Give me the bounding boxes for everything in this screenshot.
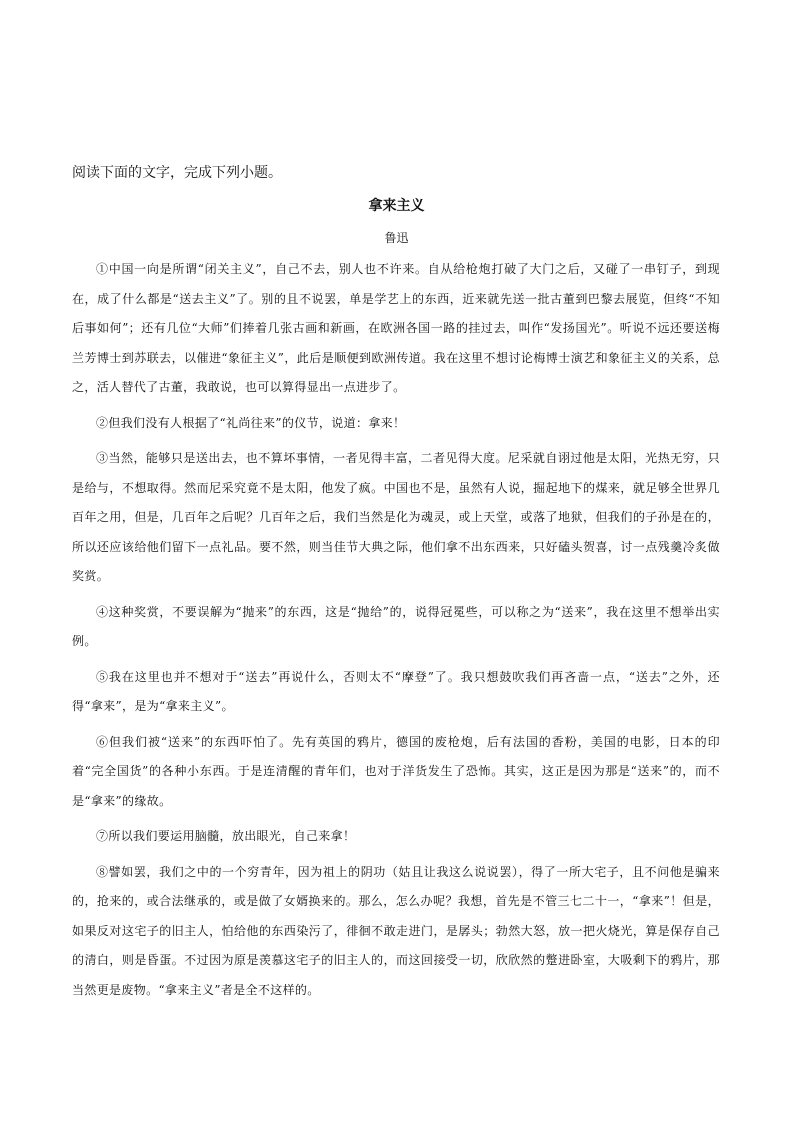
paragraph-8: ⑧譬如罢，我们之中的一个穷青年，因为祖上的阴功（姑且让我这么说说罢），得了一所大宅子，且不问他是骗来的，抢来的，或合法继承的，或是做了女婿换来的。那么，怎么办呢？我想，首先是不管三七二十一，“拿来”！但是，如果反对这宅子的旧主人，怕给他的东西染污了，徘徊不敢走进门，是孱头；勃然大怒，放一把火烧光，算是保存自己的清白，则是昏蛋。不过因为原是羡慕这宅子的旧主人的，而这回接受一切，欣欣然的蹩进卧室，大吸剩下的鸦片，那当然更是废物。“拿来主义”者是全不这样的。	[72, 864, 720, 997]
paragraph-7: ⑦所以我们要运用脑髓，放出眼光，自己来拿！	[96, 829, 356, 843]
article-body	[72, 255, 720, 1011]
question-instruction: 阅读下面的文字，完成下列小题。	[72, 165, 282, 181]
article-title: 拿来主义	[368, 198, 425, 214]
paragraph-1: ①中国一向是所谓“闭关主义”，自己不去，别人也不许来。自从给枪炮打破了大门之后，又碰了一串钉子，到现在，成了什么都是“送去主义”了。别的且不说罢，单是学艺上的东西，近来就先送一批古董到巴黎去展览，但终“不知后事如何”；还有几位“大师”们捧着几张古画和新画，在欧洲各国一路的挂过去，叫作“发扬国光”。听说不远还要送梅兰芳博士到苏联去，以催进“象征主义”，此后是顺便到欧洲传道。我在这里不想讨论梅博士演艺和象征主义的关系，总之，活人替代了古董，我敢说，也可以算得显出一点进步了。	[72, 262, 720, 394]
paragraph-5: ⑤我在这里也并不想对于“送去”再说什么，否则太不“摩登”了。我只想鼓吹我们再吝啬一点，“送去”之外，还得“拿来”，是为“拿来主义”。	[72, 669, 720, 713]
paragraph-2: ②但我们没有人根据了“礼尚往来”的仪节，说道：拿来！	[96, 415, 406, 430]
article-author: 鲁迅	[384, 231, 409, 245]
paragraph-3: ③当然，能够只是送出去，也不算坏事情，一者见得丰富，二者见得大度。尼采就自诩过他是太阳，光热无穷，只是给与，不想取得。然而尼采究竟不是太阳，他发了疯。中国也不是，虽然有人说，掘起地下的煤来，就足够全世界几百年之用，但是，几百年之后呢？几百年之后，我们当然是化为魂灵，或上天堂，或落了地狱，但我们的子孙是在的，所以还应该给他们留下一点礼品。要不然，则当佳节大典之际，他们拿不出东西来，只好磕头贺喜，讨一点残羹冷炙做奖赏。	[72, 451, 720, 583]
paragraph-6: ⑥但我们被“送来”的东西吓怕了。先有英国的鸦片，德国的废枪炮，后有法国的香粉，美国的电影，日本的印着“完全国货”的各种小东西。于是连清醒的青年们，也对于洋货发生了恐怖。其实，这正是因为那是“送来”的，而不是“拿来”的缘故。	[72, 734, 720, 808]
paragraph-4: ④这种奖赏，不要误解为“抛来”的东西，这是“抛给”的，说得冠冕些，可以称之为“送来”，我在这里不想举出实例。	[72, 604, 720, 648]
